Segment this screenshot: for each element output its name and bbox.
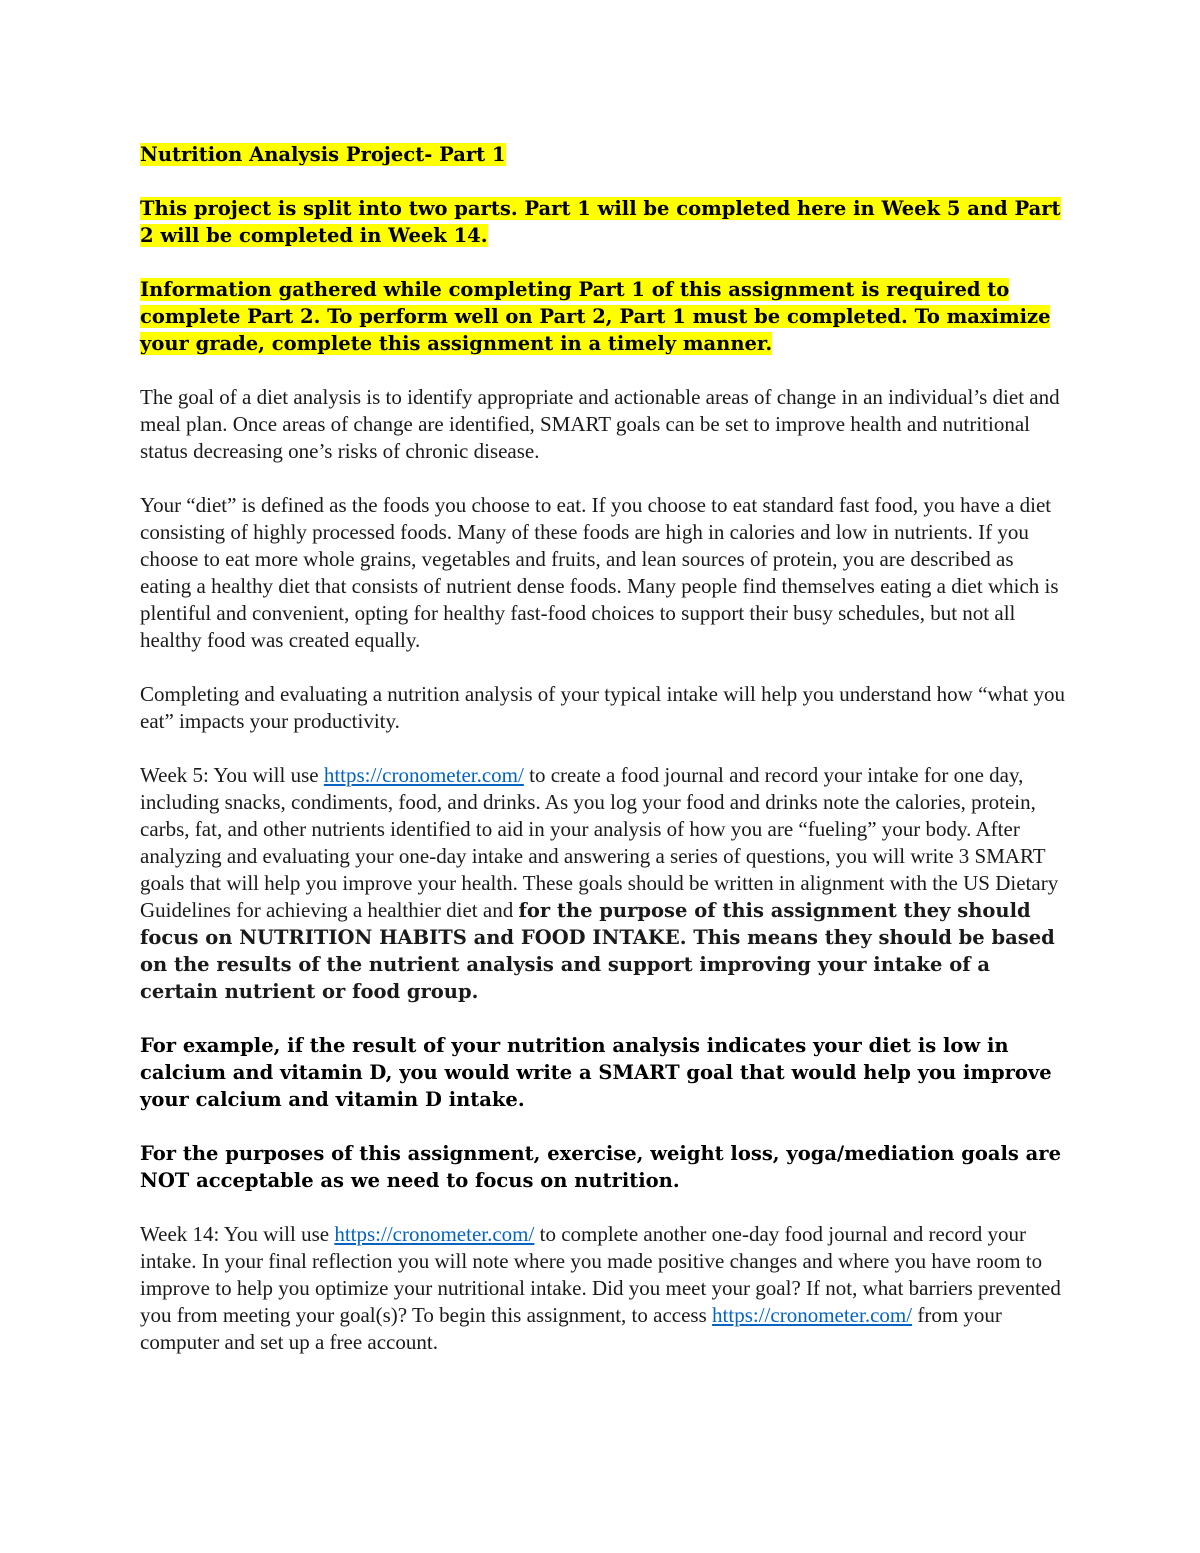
week5-paragraph	[140, 762, 1070, 1005]
week5-bold-text: for the purpose of this assignment they should focus on NUTRITION HABITS and FOOD INTAKE. This means they should be based on the results of the nutrient analysis and support improving your intake of a certain nutrient or food group.	[140, 899, 1055, 1003]
intro-1-text: This project is split into two parts. Part 1 will be completed here in Week 5 and Part 2 will be completed in Week 14.	[140, 197, 1061, 247]
week5-body: to create a food journal and record your intake for one day, including snacks, condiments, food, and drinks. As you log your food and drinks note the calories, protein, carbs, fat, and other nutrients identified to aid in your analysis of how you are “fueling” your body. After analyzing and evaluating your one-day intake and answering a series of questions, you will write 3 SMART goals that will help you improve your health. These goals should be written in alignment with the US Dietary Guidelines for achieving a healthier diet and	[140, 763, 1059, 922]
week14-paragraph	[140, 1221, 1070, 1356]
cronometer-link-week5[interactable]: https://cronometer.com/	[323, 763, 524, 787]
goal-paragraph: The goal of a diet analysis is to identify appropriate and actionable areas of change in an individual’s diet and meal plan. Once areas of change are identified, SMART goals can be set to improve health and nutritional status decreasing one’s risks of chronic disease.	[140, 385, 1060, 463]
completing-paragraph: Completing and evaluating a nutrition analysis of your typical intake will help you understand how “what you eat” impacts your productivity.	[140, 682, 1065, 733]
cronometer-link-week14[interactable]: https://cronometer.com/	[334, 1222, 535, 1246]
week14-lead: Week 14: You will use	[140, 1222, 335, 1246]
diet-paragraph: Your “diet” is defined as the foods you choose to eat. If you choose to eat standard fast food, you have a diet consisting of highly processed foods. Many of these foods are high in calories and low in nutrients. If you choose to eat more whole grains, vegetables and fruits, and lean sources of protein, you are described as eating a healthy diet that consists of nutrient dense foods. Many people find themselves eating a diet which is plentiful and convenient, opting for healthy fast-food choices to support their busy schedules, but not all healthy food was created equally.	[140, 493, 1059, 652]
example-paragraph: For example, if the result of your nutrition analysis indicates your diet is low in calcium and vitamin D, you would write a SMART goal that would help you improve your calcium and vitamin D intake.	[140, 1034, 1052, 1111]
purposes-paragraph: For the purposes of this assignment, exercise, weight loss, yoga/mediation goals are NOT acceptable as we need to focus on nutrition.	[140, 1142, 1061, 1192]
intro-paragraph-1	[140, 195, 1070, 249]
week5-lead: Week 5: You will use	[140, 763, 324, 787]
title-text: Nutrition Analysis Project- Part 1	[140, 143, 506, 166]
cronometer-link-access[interactable]: https://cronometer.com/	[712, 1303, 913, 1327]
intro-paragraph-2	[140, 276, 1070, 357]
intro-2-text: Information gathered while completing Part 1 of this assignment is required to complete Part 2. To perform well on Part 2, Part 1 must be completed. To maximize your grade, complete this assignment in a timely manner.	[140, 278, 1051, 355]
week14-end: from your computer and set up a free account.	[140, 1303, 1002, 1354]
document-body	[140, 141, 1070, 1383]
document-title	[140, 141, 1070, 168]
week14-mid: to complete another one-day food journal and record your intake. In your final reflection you will note where you made positive changes and where you have room to improve to help you optimize your nutritional intake. Did you meet your goal? If not, what barriers prevented you from meeting your goal(s)? To begin this assignment, to access	[140, 1222, 1061, 1327]
